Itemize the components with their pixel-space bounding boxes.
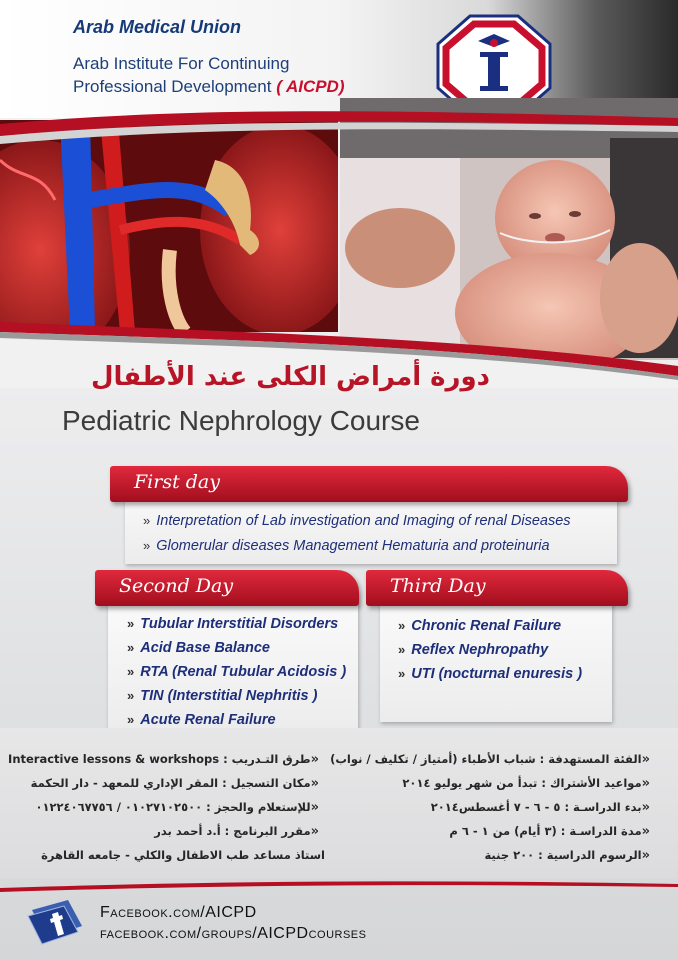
institute-name-line2-text: Professional Development [73, 77, 272, 96]
chevron-left-icon: « [641, 800, 650, 815]
chevron-left-icon: « [310, 824, 319, 839]
info-registration-dates: «مواعيد الأشتراك : تبدأ من شهر يوليو ٢٠١٤ [402, 776, 650, 791]
third-day-heading: Third Day [390, 575, 486, 597]
chevron-left-icon: « [310, 800, 319, 815]
chevron-right-icon: » [127, 640, 135, 655]
chevron-left-icon: « [310, 752, 319, 767]
facebook-group-link[interactable]: facebook.com/groups/AICPDcourses [100, 925, 367, 942]
third-day-item: » Chronic Renal Failure [398, 618, 562, 634]
institute-name-line1: Arab Institute For Continuing [73, 54, 290, 73]
chevron-left-icon: « [641, 776, 650, 791]
third-day-banner [366, 570, 628, 606]
org-name: Arab Medical Union [73, 17, 242, 37]
third-day-item: » UTI (nocturnal enuresis ) [398, 666, 583, 682]
info-coordinator-title: استاذ مساعد طب الاطفال والكلي - جامعه القاهرة [41, 848, 325, 862]
second-day-item: » Acid Base Balance [127, 640, 270, 656]
info-fees: «الرسوم الدراسية : ٢٠٠ جنية [484, 848, 650, 863]
second-day-panel [108, 592, 358, 732]
info-target-group: «الفئة المستهدفة : شباب الأطباء (أمتياز / تكليف / نواب) [330, 752, 650, 767]
info-contact-phones: «للإستعلام والحجز : ٠١٠٢٧١٠٢٥٠٠ / ٠١٢٢٤٠٦٧٧٥٦ [35, 800, 319, 815]
institute-name-line2 [73, 77, 345, 97]
facebook-page-link[interactable]: Facebook.com/AICPD [100, 904, 257, 921]
chevron-left-icon: « [641, 848, 650, 863]
bottom-divider [0, 880, 678, 892]
first-day-heading: First day [134, 471, 220, 493]
second-day-banner [95, 570, 359, 606]
chevron-right-icon: » [127, 664, 135, 679]
info-duration: «مدة الدراسـة : (٣ أيام) من ١ - ٦ م [449, 824, 650, 839]
second-day-item: » Acute Renal Failure [127, 712, 276, 728]
info-program-coordinator: «مقرر البرنامج : أ.د أحمد بدر [154, 824, 319, 839]
chevron-left-icon: « [310, 776, 319, 791]
second-day-item: » TIN (Interstitial Nephritis ) [127, 688, 318, 704]
course-title-arabic: دورة أمراض الكلى عند الأطفال [90, 362, 490, 392]
chevron-left-icon: « [641, 824, 650, 839]
institute-abbr: ( AICPD) [276, 77, 345, 96]
third-day-item: » Reflex Nephropathy [398, 642, 549, 658]
facebook-icon[interactable] [24, 896, 86, 954]
first-day-banner [110, 466, 628, 502]
chevron-right-icon: » [398, 666, 406, 681]
chevron-right-icon: » [398, 618, 406, 633]
chevron-left-icon: « [641, 752, 650, 767]
top-swoosh [0, 96, 678, 146]
info-start-date: «بدء الدراسـة : ٥ - ٦ - ٧ أغسطس٢٠١٤ [430, 800, 650, 815]
first-day-item: » Interpretation of Lab investigation and Imaging of renal Diseases [143, 513, 571, 529]
chevron-right-icon: » [127, 616, 135, 631]
second-day-heading: Second Day [119, 575, 234, 597]
kidney-illustration [0, 120, 338, 332]
second-day-item: » Tubular Interstitial Disorders [127, 616, 339, 632]
chevron-right-icon: » [398, 642, 406, 657]
chevron-right-icon: » [143, 513, 151, 528]
chevron-right-icon: » [143, 538, 151, 553]
first-day-item: » Glomerular diseases Management Hematuria and proteinuria [143, 538, 550, 554]
chevron-right-icon: » [127, 688, 135, 703]
chevron-right-icon: » [127, 712, 135, 727]
second-day-item: » RTA (Renal Tubular Acidosis ) [127, 664, 347, 680]
course-title-english: Pediatric Nephrology Course [62, 405, 420, 436]
info-registration-place: «مكان التسجيل : المقر الإداري للمعهد - دار الحكمة [30, 776, 319, 791]
info-training-methods: «طرق التـدريب : Interactive lessons & workshops [8, 752, 319, 767]
